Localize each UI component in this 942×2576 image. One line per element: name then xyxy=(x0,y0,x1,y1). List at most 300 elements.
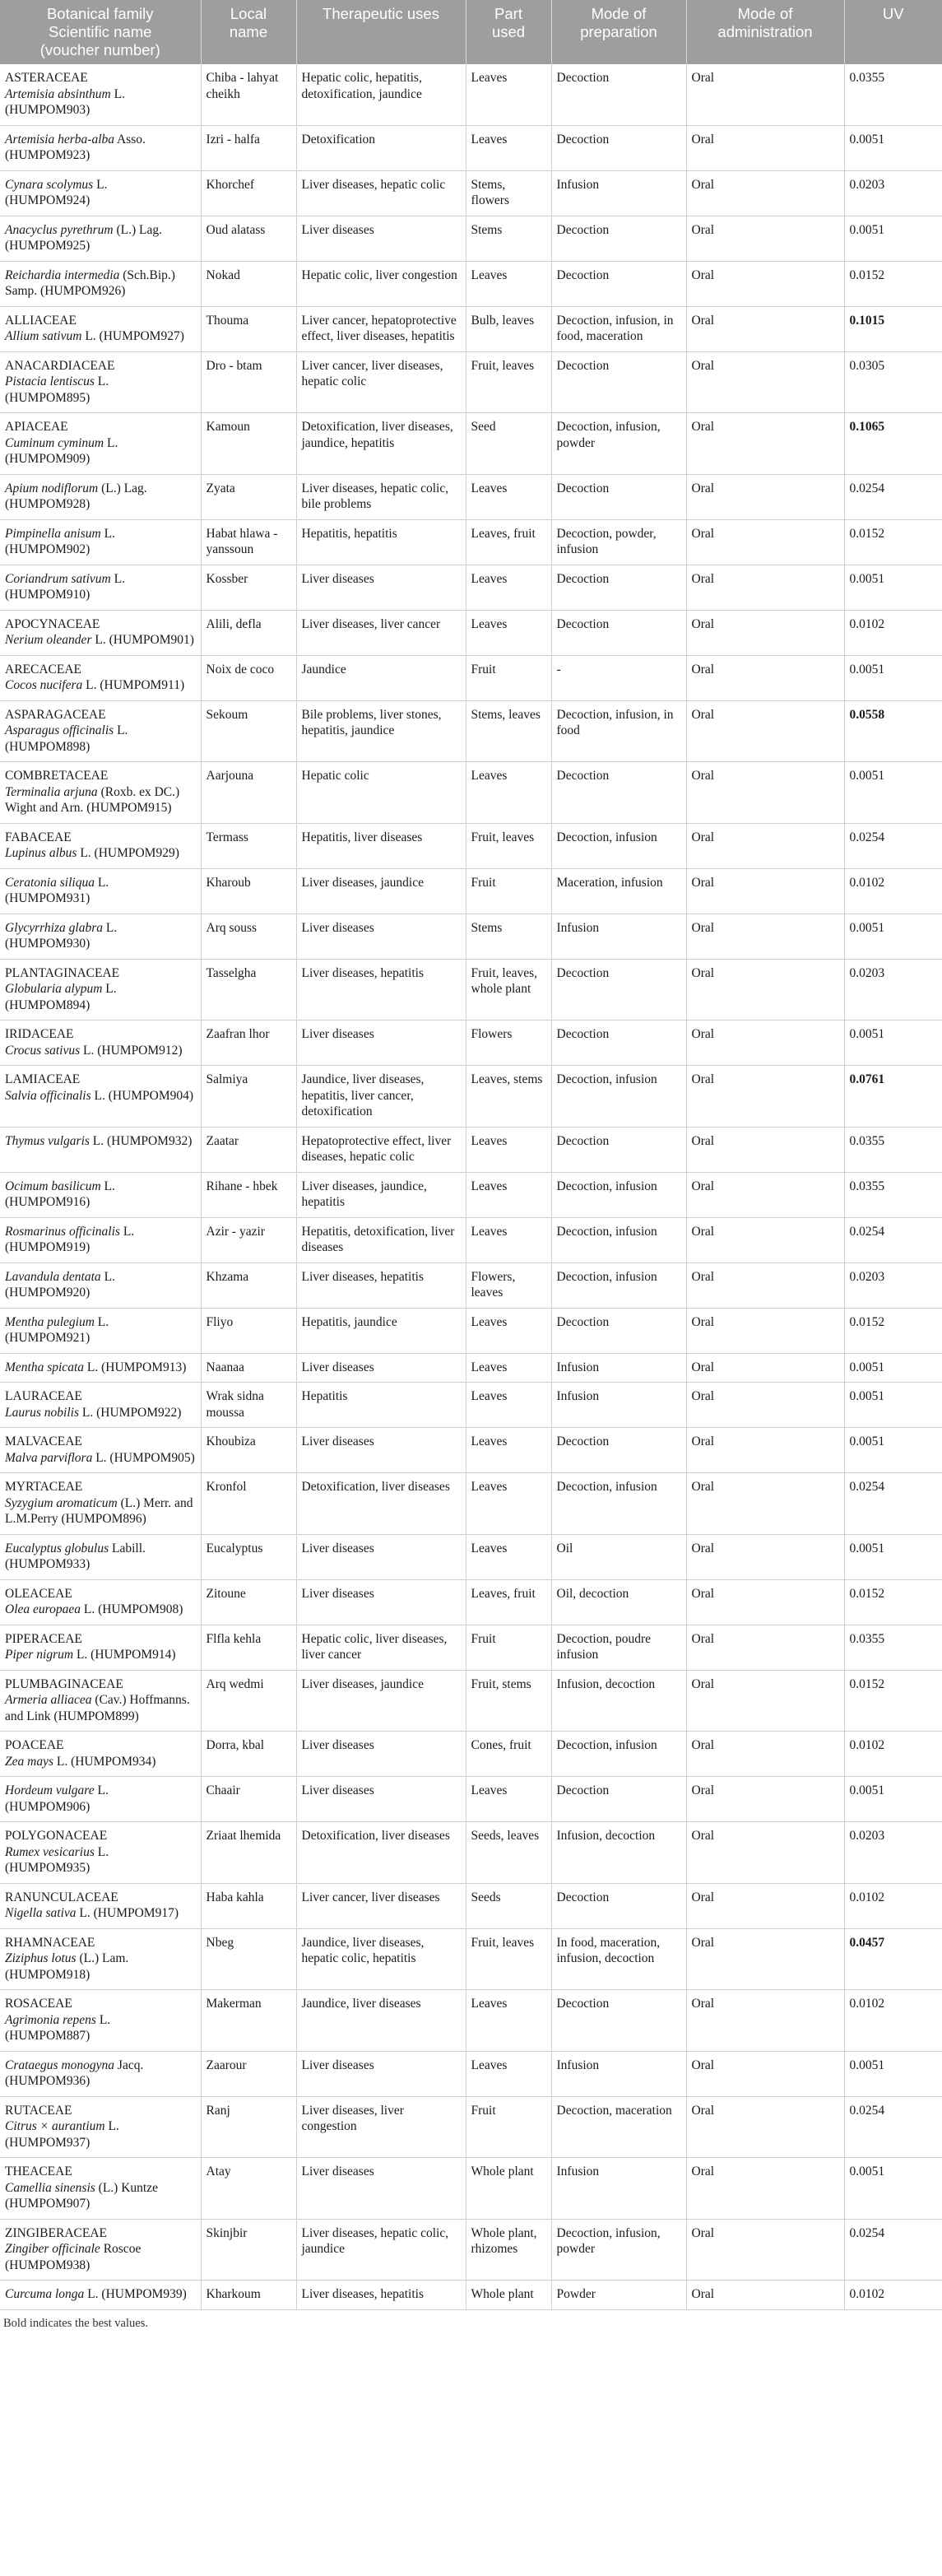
author-voucher: (L.) Lam. (HUMPOM918) xyxy=(5,1951,129,1982)
cell-part-used: Fruit xyxy=(466,2096,551,2158)
cell-local-name: Zitoune xyxy=(201,1579,296,1625)
cell-uv: 0.0558 xyxy=(844,700,942,762)
cell-part-used: Stems xyxy=(466,216,551,261)
cell-mode-of-preparation: Decoction xyxy=(551,1428,686,1473)
family-name: IRIDACEAE xyxy=(5,1027,74,1041)
author-voucher: L. (HUMPOM911) xyxy=(82,678,185,692)
cell-part-used: Bulb, leaves xyxy=(466,306,551,351)
cell-mode-of-preparation: Decoction xyxy=(551,1777,686,1822)
cell-part-used: Leaves xyxy=(466,1172,551,1217)
cell-mode-of-administration: Oral xyxy=(686,170,844,216)
cell-uv: 0.0203 xyxy=(844,1262,942,1308)
header-botanical-name xyxy=(0,0,201,64)
cell-therapeutic-uses: Jaundice, liver diseases xyxy=(296,1990,466,2052)
cell-mode-of-preparation: Decoction xyxy=(551,1127,686,1172)
cell-mode-of-administration: Oral xyxy=(686,216,844,261)
scientific-name: Pistacia lentiscus xyxy=(5,374,95,388)
cell-uv: 0.0051 xyxy=(844,914,942,959)
author-voucher: (L.) Lag. (HUMPOM925) xyxy=(5,222,162,253)
scientific-name: Lavandula dentata xyxy=(5,1269,101,1284)
cell-mode-of-administration: Oral xyxy=(686,1990,844,2052)
cell-botanical-name xyxy=(0,762,201,824)
author-voucher: L. (HUMPOM901) xyxy=(91,633,194,647)
cell-therapeutic-uses: Liver diseases xyxy=(296,2158,466,2220)
cell-mode-of-preparation: Decoction, powder, infusion xyxy=(551,519,686,565)
table-row xyxy=(0,2219,942,2281)
scientific-name: Armeria alliacea xyxy=(5,1693,92,1707)
table-row xyxy=(0,2281,942,2310)
cell-part-used: Leaves xyxy=(466,1473,551,1535)
scientific-name: Crocus sativus xyxy=(5,1043,81,1058)
scientific-name: Terminalia arjuna xyxy=(5,784,98,799)
header-line: Mode of xyxy=(737,5,793,22)
cell-mode-of-administration: Oral xyxy=(686,700,844,762)
cell-botanical-name xyxy=(0,1217,201,1262)
header-mode-of-administration xyxy=(686,0,844,64)
cell-part-used: Seeds, leaves xyxy=(466,1822,551,1884)
cell-part-used: Leaves xyxy=(466,565,551,610)
cell-part-used: Whole plant, rhizomes xyxy=(466,2219,551,2281)
cell-local-name: Termass xyxy=(201,823,296,868)
cell-botanical-name xyxy=(0,868,201,914)
cell-botanical-name xyxy=(0,1990,201,2052)
cell-local-name: Flfla kehla xyxy=(201,1625,296,1670)
cell-mode-of-preparation: Decoction, maceration xyxy=(551,2096,686,2158)
cell-uv: 0.0203 xyxy=(844,959,942,1021)
cell-uv: 0.0051 xyxy=(844,1353,942,1383)
cell-therapeutic-uses: Hepatitis, jaundice xyxy=(296,1308,466,1353)
table-row xyxy=(0,1473,942,1535)
family-name: RUTACEAE xyxy=(5,2103,72,2118)
cell-part-used: Stems, leaves xyxy=(466,700,551,762)
scientific-name: Allium sativum xyxy=(5,329,82,343)
cell-mode-of-administration: Oral xyxy=(686,519,844,565)
cell-uv: 0.0051 xyxy=(844,1534,942,1579)
cell-therapeutic-uses: Hepatitis xyxy=(296,1383,466,1428)
cell-mode-of-preparation: Infusion xyxy=(551,2158,686,2220)
cell-local-name: Kamoun xyxy=(201,413,296,475)
cell-botanical-name xyxy=(0,959,201,1021)
cell-local-name: Habat hlawa - yanssoun xyxy=(201,519,296,565)
table-row xyxy=(0,474,942,519)
cell-uv: 0.0203 xyxy=(844,1822,942,1884)
cell-local-name: Noix de coco xyxy=(201,655,296,700)
cell-part-used: Leaves xyxy=(466,1353,551,1383)
cell-mode-of-administration: Oral xyxy=(686,1172,844,1217)
table-row xyxy=(0,565,942,610)
cell-uv: 0.0355 xyxy=(844,1172,942,1217)
cell-mode-of-preparation: Infusion, decoction xyxy=(551,1670,686,1732)
cell-mode-of-administration: Oral xyxy=(686,2051,844,2096)
cell-uv: 0.0051 xyxy=(844,762,942,824)
scientific-name: Thymus vulgaris xyxy=(5,1133,90,1148)
scientific-name: Malva parviflora xyxy=(5,1450,93,1465)
scientific-name: Hordeum vulgare xyxy=(5,1783,95,1797)
cell-mode-of-preparation: Infusion xyxy=(551,1383,686,1428)
cell-mode-of-administration: Oral xyxy=(686,1625,844,1670)
cell-mode-of-preparation: Decoction xyxy=(551,1883,686,1928)
header-line: administration xyxy=(717,23,813,40)
cell-part-used: Fruit, leaves xyxy=(466,823,551,868)
cell-uv: 0.0152 xyxy=(844,1670,942,1732)
cell-local-name: Fliyo xyxy=(201,1308,296,1353)
cell-part-used: Seed xyxy=(466,413,551,475)
family-name: PIPERACEAE xyxy=(5,1631,82,1646)
cell-therapeutic-uses: Liver diseases, hepatic colic, jaundice xyxy=(296,2219,466,2281)
cell-therapeutic-uses: Detoxification, liver diseases, jaundice, hepatitis xyxy=(296,413,466,475)
cell-uv: 0.0254 xyxy=(844,823,942,868)
cell-mode-of-preparation: Infusion xyxy=(551,170,686,216)
scientific-name: Globularia alypum xyxy=(5,982,103,996)
cell-mode-of-preparation: Decoction xyxy=(551,1308,686,1353)
cell-mode-of-administration: Oral xyxy=(686,474,844,519)
table-row xyxy=(0,2051,942,2096)
family-name: OLEACEAE xyxy=(5,1586,72,1601)
cell-local-name: Alili, defla xyxy=(201,610,296,655)
table-row xyxy=(0,762,942,824)
author-voucher: L. (HUMPOM908) xyxy=(80,1602,183,1616)
cell-mode-of-administration: Oral xyxy=(686,1217,844,1262)
header-uv xyxy=(844,0,942,64)
cell-mode-of-preparation: Powder xyxy=(551,2281,686,2310)
cell-therapeutic-uses: Hepatic colic xyxy=(296,762,466,824)
cell-uv: 0.0051 xyxy=(844,655,942,700)
cell-mode-of-administration: Oral xyxy=(686,1473,844,1535)
scientific-name: Laurus nobilis xyxy=(5,1405,80,1420)
cell-part-used: Leaves xyxy=(466,1217,551,1262)
cell-botanical-name xyxy=(0,413,201,475)
cell-uv: 0.0457 xyxy=(844,1928,942,1990)
scientific-name: Coriandrum sativum xyxy=(5,571,111,586)
cell-mode-of-preparation: Decoction xyxy=(551,64,686,125)
scientific-name: Apium nodiflorum xyxy=(5,481,99,495)
scientific-name: Artemisia absinthum xyxy=(5,86,111,101)
cell-therapeutic-uses: Liver diseases, hepatic colic, bile problems xyxy=(296,474,466,519)
author-voucher: L. (HUMPOM932) xyxy=(89,1133,193,1148)
cell-local-name: Khoubiza xyxy=(201,1428,296,1473)
cell-therapeutic-uses: Liver diseases, liver congestion xyxy=(296,2096,466,2158)
header-local-name xyxy=(201,0,296,64)
cell-therapeutic-uses: Liver diseases xyxy=(296,1534,466,1579)
cell-mode-of-administration: Oral xyxy=(686,1928,844,1990)
cell-therapeutic-uses: Liver cancer, liver diseases, hepatic colic xyxy=(296,351,466,413)
author-voucher: L. (HUMPOM912) xyxy=(80,1043,183,1058)
header-part-used xyxy=(466,0,551,64)
cell-therapeutic-uses: Liver diseases xyxy=(296,565,466,610)
author-voucher: (L.) Lag. (HUMPOM928) xyxy=(5,481,147,511)
cell-mode-of-preparation: Decoction xyxy=(551,125,686,170)
cell-uv: 0.0305 xyxy=(844,351,942,413)
author-voucher: L. (HUMPOM920) xyxy=(5,1269,115,1300)
author-voucher: L. (HUMPOM909) xyxy=(5,435,118,466)
cell-mode-of-administration: Oral xyxy=(686,1066,844,1128)
family-name: LAMIACEAE xyxy=(5,1072,81,1086)
cell-local-name: Arq wedmi xyxy=(201,1670,296,1732)
cell-therapeutic-uses: Bile problems, liver stones, hepatitis, jaundice xyxy=(296,700,466,762)
cell-botanical-name xyxy=(0,1822,201,1884)
cell-mode-of-administration: Oral xyxy=(686,959,844,1021)
author-voucher: L. (HUMPOM917) xyxy=(76,1906,179,1920)
family-name: PLUMBAGINACEAE xyxy=(5,1676,123,1691)
cell-part-used: Seeds xyxy=(466,1883,551,1928)
cell-therapeutic-uses: Liver diseases, liver cancer xyxy=(296,610,466,655)
cell-therapeutic-uses: Hepatitis, hepatitis xyxy=(296,519,466,565)
cell-botanical-name xyxy=(0,1670,201,1732)
scientific-name: Cynara scolymus xyxy=(5,177,94,192)
header-line: used xyxy=(491,23,526,40)
cell-botanical-name xyxy=(0,261,201,306)
cell-mode-of-preparation: Infusion, decoction xyxy=(551,1822,686,1884)
cell-local-name: Kharkoum xyxy=(201,2281,296,2310)
cell-therapeutic-uses: Hepatitis, detoxification, liver diseases xyxy=(296,1217,466,1262)
cell-botanical-name xyxy=(0,1625,201,1670)
cell-mode-of-preparation: Decoction xyxy=(551,762,686,824)
author-voucher: (Roxb. ex DC.) Wight and Arn. (HUMPOM915) xyxy=(5,784,180,815)
cell-local-name: Ranj xyxy=(201,2096,296,2158)
scientific-name: Camellia sinensis xyxy=(5,2180,95,2195)
cell-local-name: Zriaat lhemida xyxy=(201,1822,296,1884)
cell-part-used: Leaves, fruit xyxy=(466,1579,551,1625)
table-row xyxy=(0,64,942,125)
scientific-name: Ocimum basilicum xyxy=(5,1179,101,1193)
author-voucher: L. (HUMPOM898) xyxy=(5,723,128,754)
cell-local-name: Kossber xyxy=(201,565,296,610)
table-row xyxy=(0,1990,942,2052)
family-name: FABACEAE xyxy=(5,830,72,844)
cell-part-used: Leaves xyxy=(466,1127,551,1172)
header-line: Part xyxy=(494,5,522,22)
cell-botanical-name xyxy=(0,1262,201,1308)
cell-mode-of-administration: Oral xyxy=(686,1308,844,1353)
cell-mode-of-preparation: Oil, decoction xyxy=(551,1579,686,1625)
header-line: Botanical family xyxy=(46,5,154,22)
table-row xyxy=(0,1625,942,1670)
cell-part-used: Leaves xyxy=(466,1383,551,1428)
author-voucher: L. (HUMPOM927) xyxy=(81,329,184,343)
header-mode-of-preparation xyxy=(551,0,686,64)
author-voucher: L. (HUMPOM902) xyxy=(5,526,115,556)
scientific-name: Rumex vesicarius xyxy=(5,1844,95,1859)
cell-therapeutic-uses: Jaundice, liver diseases, hepatic colic, hepatitis xyxy=(296,1928,466,1990)
cell-mode-of-administration: Oral xyxy=(686,1383,844,1428)
table-row xyxy=(0,914,942,959)
table-row xyxy=(0,1928,942,1990)
cell-mode-of-administration: Oral xyxy=(686,1883,844,1928)
cell-part-used: Fruit, leaves, whole plant xyxy=(466,959,551,1021)
table-row xyxy=(0,1777,942,1822)
author-voucher: L. (HUMPOM919) xyxy=(5,1224,135,1254)
cell-therapeutic-uses: Liver diseases xyxy=(296,216,466,261)
cell-mode-of-preparation: Infusion xyxy=(551,914,686,959)
scientific-name: Cuminum cyminum xyxy=(5,435,104,450)
cell-uv: 0.0102 xyxy=(844,1883,942,1928)
cell-mode-of-preparation: Decoction, infusion xyxy=(551,1172,686,1217)
cell-uv: 0.0051 xyxy=(844,2051,942,2096)
author-voucher: L. (HUMPOM931) xyxy=(5,875,109,905)
cell-local-name: Wrak sidna moussa xyxy=(201,1383,296,1428)
cell-botanical-name xyxy=(0,1428,201,1473)
table-row xyxy=(0,1172,942,1217)
cell-part-used: Leaves xyxy=(466,474,551,519)
cell-part-used: Leaves xyxy=(466,2051,551,2096)
cell-therapeutic-uses: Jaundice xyxy=(296,655,466,700)
cell-therapeutic-uses: Hepatic colic, hepatitis, detoxification, jaundice xyxy=(296,64,466,125)
cell-therapeutic-uses: Liver diseases xyxy=(296,1353,466,1383)
cell-uv: 0.0102 xyxy=(844,868,942,914)
header-line: Therapeutic uses xyxy=(323,5,439,22)
cell-local-name: Izri - halfa xyxy=(201,125,296,170)
cell-therapeutic-uses: Liver cancer, hepatoprotective effect, liver diseases, hepatitis xyxy=(296,306,466,351)
cell-mode-of-administration: Oral xyxy=(686,351,844,413)
cell-local-name: Haba kahla xyxy=(201,1883,296,1928)
scientific-name: Reichardia intermedia xyxy=(5,267,120,282)
author-voucher: L. (HUMPOM914) xyxy=(73,1648,176,1662)
cell-part-used: Leaves xyxy=(466,64,551,125)
author-voucher: L. (HUMPOM921) xyxy=(5,1314,109,1345)
cell-botanical-name xyxy=(0,2158,201,2220)
author-voucher: Labill. (HUMPOM933) xyxy=(5,1541,146,1571)
author-voucher: L. (HUMPOM939) xyxy=(84,2287,187,2301)
cell-part-used: Leaves xyxy=(466,1777,551,1822)
cell-therapeutic-uses: Detoxification, liver diseases xyxy=(296,1822,466,1884)
cell-mode-of-preparation: Decoction, infusion xyxy=(551,1262,686,1308)
cell-uv: 0.0152 xyxy=(844,1308,942,1353)
cell-therapeutic-uses: Liver diseases xyxy=(296,2051,466,2096)
cell-therapeutic-uses: Liver diseases, hepatitis xyxy=(296,959,466,1021)
cell-mode-of-preparation: Decoction xyxy=(551,261,686,306)
cell-local-name: Kharoub xyxy=(201,868,296,914)
author-voucher: (L.) Kuntze (HUMPOM907) xyxy=(5,2180,158,2211)
cell-botanical-name xyxy=(0,1777,201,1822)
cell-mode-of-administration: Oral xyxy=(686,413,844,475)
cell-mode-of-preparation: Decoction xyxy=(551,610,686,655)
cell-therapeutic-uses: Hepatic colic, liver diseases, liver cancer xyxy=(296,1625,466,1670)
cell-uv: 0.0102 xyxy=(844,1732,942,1777)
scientific-name: Ziziphus lotus xyxy=(5,1951,77,1965)
cell-uv: 0.0761 xyxy=(844,1066,942,1128)
cell-botanical-name xyxy=(0,655,201,700)
author-voucher: L. (HUMPOM916) xyxy=(5,1179,115,1209)
family-name: MALVACEAE xyxy=(5,1434,82,1448)
cell-therapeutic-uses: Liver diseases xyxy=(296,1021,466,1066)
cell-therapeutic-uses: Liver diseases xyxy=(296,1732,466,1777)
cell-therapeutic-uses: Jaundice, liver diseases, hepatitis, liver cancer, detoxification xyxy=(296,1066,466,1128)
family-name: ANACARDIACEAE xyxy=(5,358,115,373)
cell-uv: 0.0152 xyxy=(844,519,942,565)
cell-botanical-name xyxy=(0,216,201,261)
cell-botanical-name xyxy=(0,519,201,565)
cell-mode-of-preparation: Decoction xyxy=(551,1990,686,2052)
scientific-name: Curcuma longa xyxy=(5,2287,85,2301)
family-name: APIACEAE xyxy=(5,420,68,434)
cell-uv: 0.0102 xyxy=(844,2281,942,2310)
cell-part-used: Stems xyxy=(466,914,551,959)
cell-uv: 0.0355 xyxy=(844,1625,942,1670)
cell-mode-of-administration: Oral xyxy=(686,64,844,125)
cell-part-used: Fruit xyxy=(466,868,551,914)
cell-part-used: Leaves xyxy=(466,762,551,824)
cell-local-name: Arq souss xyxy=(201,914,296,959)
cell-botanical-name xyxy=(0,1383,201,1428)
cell-uv: 0.1015 xyxy=(844,306,942,351)
cell-uv: 0.0254 xyxy=(844,474,942,519)
table-row xyxy=(0,959,942,1021)
cell-mode-of-administration: Oral xyxy=(686,2281,844,2310)
table-row xyxy=(0,1308,942,1353)
cell-uv: 0.0051 xyxy=(844,2158,942,2220)
author-voucher: L. (HUMPOM904) xyxy=(90,1088,194,1103)
cell-local-name: Zaatar xyxy=(201,1127,296,1172)
cell-mode-of-preparation: Infusion xyxy=(551,1353,686,1383)
cell-mode-of-preparation: - xyxy=(551,655,686,700)
cell-botanical-name xyxy=(0,1066,201,1128)
cell-botanical-name xyxy=(0,306,201,351)
cell-botanical-name xyxy=(0,565,201,610)
cell-therapeutic-uses: Liver diseases, jaundice xyxy=(296,1670,466,1732)
cell-mode-of-administration: Oral xyxy=(686,823,844,868)
scientific-name: Artemisia herba-alba xyxy=(5,132,115,146)
cell-botanical-name xyxy=(0,1127,201,1172)
cell-local-name: Tasselgha xyxy=(201,959,296,1021)
cell-uv: 0.0203 xyxy=(844,170,942,216)
header-line: preparation xyxy=(580,23,657,40)
author-voucher: L. (HUMPOM934) xyxy=(53,1754,156,1769)
scientific-name: Ceratonia siliqua xyxy=(5,875,95,890)
author-voucher: Jacq. (HUMPOM936) xyxy=(5,2058,144,2088)
table-row xyxy=(0,1670,942,1732)
author-voucher: L. (HUMPOM924) xyxy=(5,177,108,207)
author-voucher: Roscoe (HUMPOM938) xyxy=(5,2242,142,2272)
header-line: (voucher number) xyxy=(39,41,160,58)
cell-therapeutic-uses: Liver diseases, jaundice xyxy=(296,868,466,914)
author-voucher: L. (HUMPOM887) xyxy=(5,2012,111,2043)
cell-part-used: Stems, flowers xyxy=(466,170,551,216)
table-row xyxy=(0,700,942,762)
cell-mode-of-preparation: Infusion xyxy=(551,2051,686,2096)
cell-mode-of-preparation: Maceration, infusion xyxy=(551,868,686,914)
header-line: name xyxy=(229,23,268,40)
cell-therapeutic-uses: Liver diseases, jaundice, hepatitis xyxy=(296,1172,466,1217)
cell-mode-of-administration: Oral xyxy=(686,2096,844,2158)
cell-therapeutic-uses: Liver diseases xyxy=(296,1579,466,1625)
cell-mode-of-administration: Oral xyxy=(686,1021,844,1066)
scientific-name: Lupinus albus xyxy=(5,846,77,860)
family-name: ALLIACEAE xyxy=(5,313,77,328)
cell-mode-of-preparation: Decoction xyxy=(551,351,686,413)
cell-uv: 0.0102 xyxy=(844,1990,942,2052)
table-row xyxy=(0,413,942,475)
cell-botanical-name xyxy=(0,474,201,519)
table-row xyxy=(0,519,942,565)
table-row xyxy=(0,306,942,351)
cell-botanical-name xyxy=(0,610,201,655)
header-line: UV xyxy=(882,5,904,22)
cell-mode-of-administration: Oral xyxy=(686,125,844,170)
scientific-name: Nerium oleander xyxy=(5,633,92,647)
cell-mode-of-preparation: In food, maceration, infusion, decoction xyxy=(551,1928,686,1990)
cell-uv: 0.0355 xyxy=(844,64,942,125)
table-row xyxy=(0,1534,942,1579)
scientific-name: Piper nigrum xyxy=(5,1648,74,1662)
table-row xyxy=(0,610,942,655)
cell-part-used: Leaves xyxy=(466,125,551,170)
cell-part-used: Fruit, leaves xyxy=(466,1928,551,1990)
cell-part-used: Whole plant xyxy=(466,2281,551,2310)
author-voucher: (Sch.Bip.) Samp. (HUMPOM926) xyxy=(5,267,175,298)
author-voucher: L. (HUMPOM937) xyxy=(5,2119,119,2150)
author-voucher: (L.) Merr. and L.M.Perry (HUMPOM896) xyxy=(5,1495,193,1526)
table-body xyxy=(0,64,942,2309)
